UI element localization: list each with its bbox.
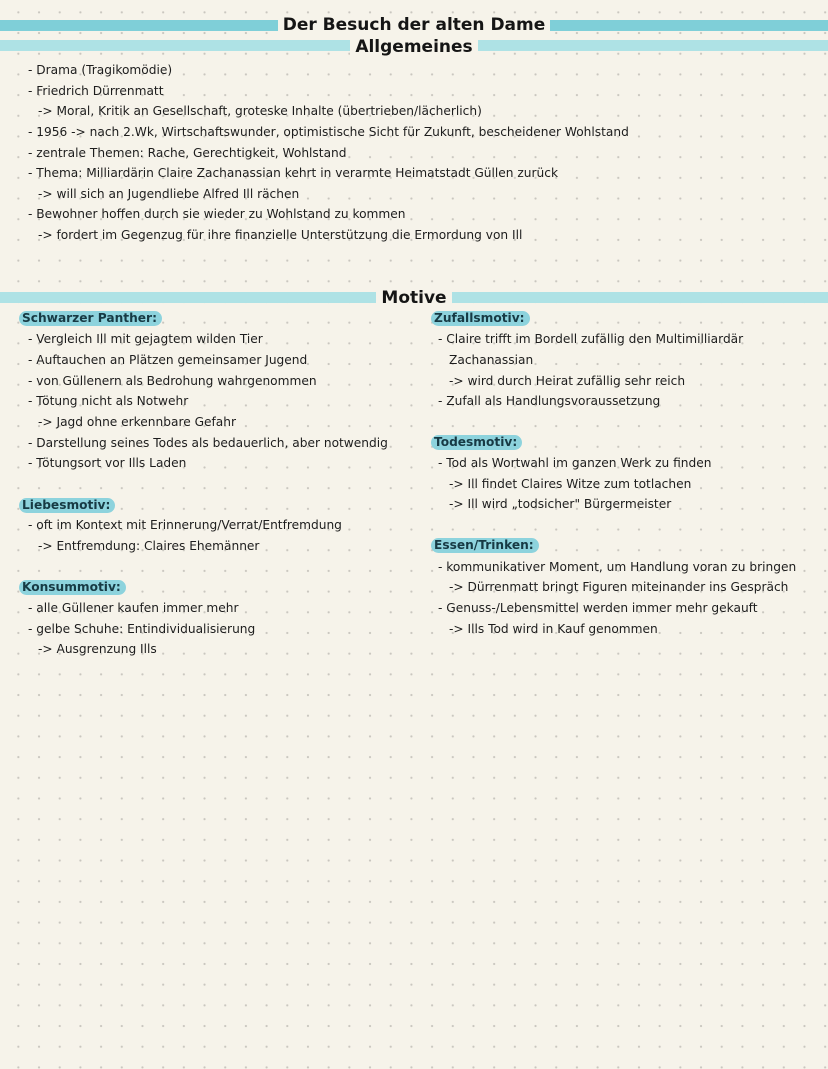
list-item: - Zufall als Handlungsvoraussetzung — [438, 394, 661, 408]
list-item: - Thema: Milliardärin Claire Zachanassian kehrt in verarmte Heimatstadt Güllen zurück — [28, 166, 559, 180]
list-item: - Tötungsort vor Ills Laden — [28, 456, 187, 470]
list-item: -> Dürrenmatt bringt Figuren miteinander ins Gespräch — [449, 580, 789, 594]
list-item: - Tod als Wortwahl im ganzen Werk zu finden — [438, 456, 712, 470]
list-item: - oft im Kontext mit Erinnerung/Verrat/Entfremdung — [28, 518, 342, 532]
section-heading-motive — [0, 288, 828, 308]
list-item: - gelbe Schuhe: Entindividualisierung — [28, 622, 256, 636]
page-title-text: Der Besuch der alten Dame — [278, 15, 551, 35]
allgemeines-heading-text: Allgemeines — [350, 37, 477, 57]
list-item: - Genuss-/Lebensmittel werden immer mehr gekauft — [438, 601, 758, 615]
list-item: -> Ills Tod wird in Kauf genommen — [449, 622, 658, 636]
list-item: -> will sich an Jugendliebe Alfred Ill rächen — [38, 187, 300, 201]
motif-label-essen: Essen/Trinken: — [431, 538, 539, 553]
motif-label-zufall: Zufallsmotiv: — [431, 311, 530, 326]
list-item: - Auftauchen an Plätzen gemeinsamer Jugend — [28, 353, 308, 367]
list-item: -> fordert im Gegenzug für ihre finanzielle Unterstützung die Ermordung von Ill — [38, 228, 523, 242]
list-item: - Friedrich Dürrenmatt — [28, 84, 164, 98]
list-item: - 1956 -> nach 2.Wk, Wirtschaftswunder, optimistische Sicht für Zukunft, bescheidener Wohlstand — [28, 125, 629, 139]
list-item: - Darstellung seines Todes als bedauerlich, aber notwendig — [28, 436, 388, 450]
list-item: -> Ill findet Claires Witze zum totlachen — [449, 477, 692, 491]
list-item: - Vergleich Ill mit gejagtem wilden Tier — [28, 332, 263, 346]
motif-label-tod: Todesmotiv: — [431, 435, 522, 450]
motif-label-konsum: Konsummotiv: — [19, 580, 126, 595]
list-item: - Drama (Tragikomödie) — [28, 63, 173, 77]
list-item: Zachanassian — [449, 353, 534, 367]
list-item: -> Ausgrenzung Ills — [38, 642, 157, 656]
list-item: - alle Güllener kaufen immer mehr — [28, 601, 239, 615]
list-item: -> Moral, Kritik an Gesellschaft, groteske Inhalte (übertrieben/lächerlich) — [38, 104, 482, 118]
list-item: -> Ill wird „todsicher" Bürgermeister — [449, 497, 672, 511]
section-heading-allgemeines — [0, 37, 828, 57]
motif-label-liebe: Liebesmotiv: — [19, 498, 115, 513]
page-title — [0, 15, 828, 35]
motive-heading-text: Motive — [376, 288, 451, 308]
motif-label-panther: Schwarzer Panther: — [19, 311, 162, 326]
list-item: -> Jagd ohne erkennbare Gefahr — [38, 415, 237, 429]
list-item: -> Entfremdung: Claires Ehemänner — [38, 539, 260, 553]
list-item: -> wird durch Heirat zufällig sehr reich — [449, 374, 686, 388]
list-item: - Claire trifft im Bordell zufällig den Multimilliardär — [438, 332, 744, 346]
list-item: - Bewohner hoffen durch sie wieder zu Wohlstand zu kommen — [28, 207, 406, 221]
list-item: - kommunikativer Moment, um Handlung voran zu bringen — [438, 560, 797, 574]
list-item: - zentrale Themen: Rache, Gerechtigkeit, Wohlstand — [28, 146, 347, 160]
list-item: - von Güllenern als Bedrohung wahrgenommen — [28, 374, 317, 388]
list-item: - Tötung nicht als Notwehr — [28, 394, 189, 408]
